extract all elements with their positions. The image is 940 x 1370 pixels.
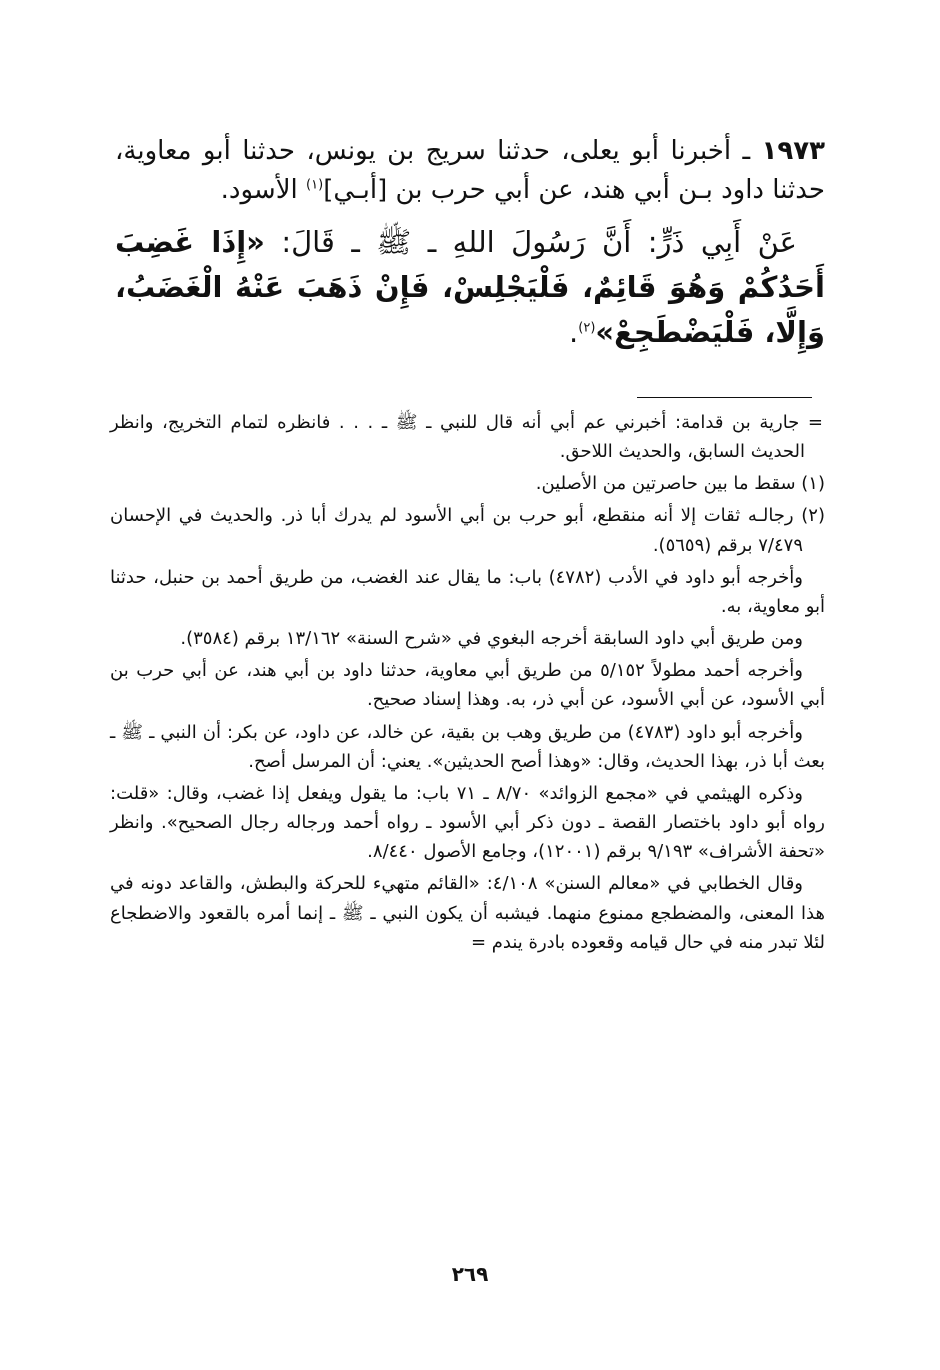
footnote-1: (١) سقط ما بين حاصرتين من الأصلين. xyxy=(535,473,825,495)
footnote-ref-2: (٢) xyxy=(578,320,596,336)
footnote-ref-1: (١) xyxy=(306,177,324,193)
matn-intro: عَنْ أَبِي ذَرٍّ: أَنَّ رَسُولَ اللهِ ـ ﷺ ـ قَالَ: xyxy=(264,225,797,259)
isnad-text: ـ أخبرنا أبو يعلى، حدثنا سريج بن يونس، حدثنا أبو معاوية، حدثنا داود بـن أبي هند، عن أبي حرب بن [أبـي] xyxy=(115,136,825,205)
footnote-2-para-4: وأخرجه أبو داود (٤٧٨٣) من طريق وهب بن بقية، عن خالد، عن داود، عن بكر: أن النبي ـ ﷺ ـ بعث أبا ذر، بهذا الحديث، وقال: «وهذا أصح الحديثين». يعني: أن المرسل أصح. xyxy=(110,721,825,772)
matn-end: . xyxy=(569,314,579,349)
footnote-2-para-3: وأخرجه أحمد مطولاً ٥/١٥٢ من طريق أبي معاوية، حدثنا داود بن أبي هند، عن أبي حرب بن أبي الأسود، عن أبي الأسود، عن أبي ذر، به. وهذا إسناد صحيح. xyxy=(110,660,825,711)
footnotes xyxy=(110,408,825,960)
matn-quote: «إِذَا غَضِبَ أَحَدُكُمْ وَهُوَ قَائِمٌ، فَلْيَجْلِسْ، فَإِنْ ذَهَبَ عَنْهُ الْغَضَبُ، وَإِلَّا، فَلْيَضْطَجِعْ» xyxy=(115,225,825,349)
footnote-2-para-6: وقال الخطابي في «معالم السنن» ٤/١٠٨: «القائم متهيء للحركة والبطش، والقاعد دونه في هذا المعنى، والمضطجع ممنوع منهما. فيشبه أن يكون النبي ـ ﷺ ـ إنما أمره بالقعود والاضطجاع لئلا تبدر منه في حال قيامه وقعوده بادرة يندم = xyxy=(110,873,825,953)
footnote-2: (٢) رجالـه ثقات إلا أنه منقطع، أبو حرب بن أبي الأسود لم يدرك أبا ذر. والحديث في الإحسان ٧/٤٧٩ برقم (٥٦٥٩). xyxy=(110,505,825,556)
hadith-number: ١٩٧٣ xyxy=(761,136,825,166)
footnote-2-para-1: وأخرجه أبو داود في الأدب (٤٧٨٢) باب: ما يقال عند الغضب، من طريق أحمد بن حنبل، حدثنا أبو معاوية، به. xyxy=(110,566,825,617)
main-text xyxy=(115,132,825,355)
footnote-separator xyxy=(637,397,812,398)
footnote-2-para-2: ومن طريق أبي داود السابقة أخرجه البغوي في «شرح السنة» ١٣/١٦٢ برقم (٣٥٨٤). xyxy=(180,628,803,650)
footnote-continuation: = جارية بن قدامة: أخبرني عم أبي أنه قال للنبي ـ ﷺ ـ . . . فانظره لتمام التخريج، وانظر الحديث السابق، والحديث اللاحق. xyxy=(110,412,823,463)
page-number: ٢٦٩ xyxy=(451,1262,489,1286)
isnad-end: الأسود. xyxy=(220,175,307,205)
hadith-matn xyxy=(115,220,825,355)
footnote-2-para-5: وذكره الهيثمي في «مجمع الزوائد» ٨/٧٠ ـ ٧١ باب: ما يقول ويفعل إذا غضب، وقال: «قلت: رواه أبو داود باختصار القصة ـ دون ذكر أبي الأسود ـ رواه أحمد ورجاله رجال الصحيح». وانظر «تحفة الأشراف» ٩/١٩٣ برقم (١٢٠٠١)، وجامع الأصول ٨/٤٤٠. xyxy=(110,782,825,863)
hadith-isnad xyxy=(115,132,825,210)
